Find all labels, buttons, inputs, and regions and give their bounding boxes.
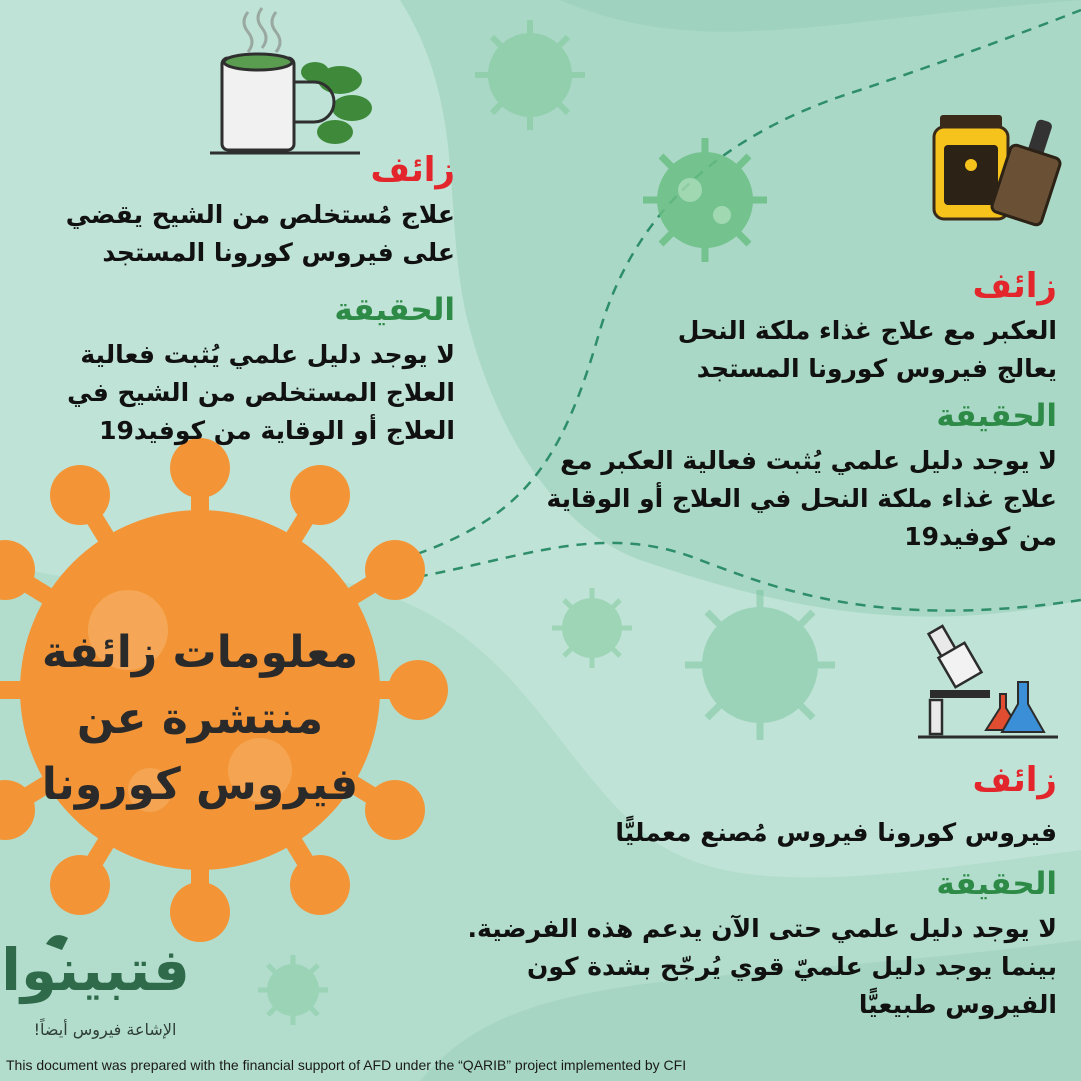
claim-3: فيروس كورونا فيروس مُصنع معمليًّا bbox=[615, 818, 1057, 847]
virus-decoration-4 bbox=[552, 588, 632, 668]
fact-1: لا يوجد دليل علمي يُثبت فعالية العلاج المستخلص من الشيح في العلاج أو الوقاية من كوفيد19 bbox=[67, 340, 455, 445]
virus-decoration-2 bbox=[643, 138, 767, 262]
fact-label-1: الحقيقة bbox=[334, 292, 455, 328]
claim-1: علاج مُستخلص من الشيح يقضي على فيروس كورونا المستجد bbox=[65, 200, 455, 267]
fact-label-3: الحقيقة bbox=[936, 866, 1057, 902]
tea-mug-icon bbox=[210, 8, 372, 153]
fact-3: لا يوجد دليل علمي حتى الآن يدعم هذه الفرضية. بينما يوجد دليل علميّ قوي يُرجّح بشدة كون الفيروس طبيعيًّا bbox=[467, 914, 1057, 1019]
false-label-1: زائف bbox=[370, 150, 455, 190]
footer-note: This document was prepared with the financial support of AFD under the “QARIB” project implemented by CFI bbox=[6, 1057, 687, 1073]
false-label-3: زائف bbox=[972, 760, 1057, 800]
false-label-2: زائف bbox=[972, 266, 1057, 306]
page-title: معلومات زائفة منتشرة عن فيروس كورونا bbox=[41, 627, 359, 810]
flask-icon bbox=[986, 682, 1044, 732]
logo-wordmark: فتبينوا bbox=[1, 936, 190, 1004]
claim-2: العكبر مع علاج غذاء ملكة النحل يعالج فيروس كورونا المستجد bbox=[677, 316, 1057, 383]
virus-decoration-5 bbox=[258, 955, 328, 1025]
fact-2: لا يوجد دليل علمي يُثبت فعالية العكبر مع علاج غذاء ملكة النحل في العلاج أو الوقاية من كوفيد19 bbox=[546, 446, 1057, 551]
virus-decoration-3 bbox=[685, 590, 835, 740]
logo-tagline: الإشاعة فيروس أيضاً! bbox=[33, 1020, 177, 1039]
fact-label-2: الحقيقة bbox=[936, 398, 1057, 434]
